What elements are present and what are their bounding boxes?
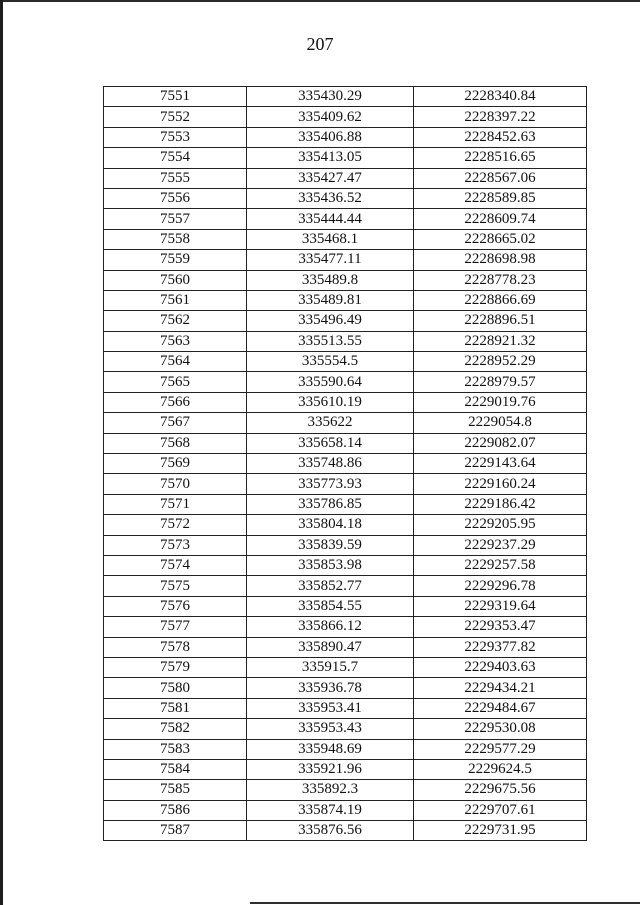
- table-row: [104, 657, 587, 677]
- point-number-cell: 7585: [104, 780, 247, 800]
- point-number-cell: 7562: [104, 311, 247, 331]
- point-number-cell: 7566: [104, 392, 247, 412]
- x-coordinate-cell: 335427.47: [247, 168, 414, 188]
- table-row: [104, 494, 587, 514]
- x-coordinate-cell: 335413.05: [247, 148, 414, 168]
- x-coordinate-cell: 335658.14: [247, 433, 414, 453]
- table-row: [104, 331, 587, 351]
- y-coordinate-cell: 2228979.57: [414, 372, 587, 392]
- table-row: [104, 535, 587, 555]
- y-coordinate-cell: 2229186.42: [414, 494, 587, 514]
- table-row: [104, 148, 587, 168]
- point-number-cell: 7568: [104, 433, 247, 453]
- point-number-cell: 7556: [104, 188, 247, 208]
- y-coordinate-cell: 2228778.23: [414, 270, 587, 290]
- point-number-cell: 7555: [104, 168, 247, 188]
- x-coordinate-cell: 335953.43: [247, 719, 414, 739]
- coordinates-table-body: [104, 87, 587, 841]
- table-row: [104, 637, 587, 657]
- x-coordinate-cell: 335853.98: [247, 555, 414, 575]
- x-coordinate-cell: 335513.55: [247, 331, 414, 351]
- table-row: [104, 372, 587, 392]
- y-coordinate-cell: 2228921.32: [414, 331, 587, 351]
- table-row: [104, 617, 587, 637]
- y-coordinate-cell: 2229377.82: [414, 637, 587, 657]
- table-row: [104, 678, 587, 698]
- x-coordinate-cell: 335890.47: [247, 637, 414, 657]
- point-number-cell: 7573: [104, 535, 247, 555]
- point-number-cell: 7564: [104, 352, 247, 372]
- y-coordinate-cell: 2229403.63: [414, 657, 587, 677]
- x-coordinate-cell: 335477.11: [247, 250, 414, 270]
- y-coordinate-cell: 2229205.95: [414, 515, 587, 535]
- point-number-cell: 7558: [104, 229, 247, 249]
- point-number-cell: 7579: [104, 657, 247, 677]
- point-number-cell: 7565: [104, 372, 247, 392]
- scan-edge-left: [0, 0, 3, 905]
- table-row: [104, 87, 587, 107]
- point-number-cell: 7575: [104, 576, 247, 596]
- y-coordinate-cell: 2229353.47: [414, 617, 587, 637]
- y-coordinate-cell: 2228866.69: [414, 290, 587, 310]
- y-coordinate-cell: 2228609.74: [414, 209, 587, 229]
- y-coordinate-cell: 2228516.65: [414, 148, 587, 168]
- point-number-cell: 7574: [104, 555, 247, 575]
- y-coordinate-cell: 2228665.02: [414, 229, 587, 249]
- x-coordinate-cell: 335496.49: [247, 311, 414, 331]
- y-coordinate-cell: 2229731.95: [414, 821, 587, 841]
- x-coordinate-cell: 335409.62: [247, 107, 414, 127]
- y-coordinate-cell: 2228567.06: [414, 168, 587, 188]
- table-row: [104, 515, 587, 535]
- point-number-cell: 7578: [104, 637, 247, 657]
- x-coordinate-cell: 335948.69: [247, 739, 414, 759]
- x-coordinate-cell: 335773.93: [247, 474, 414, 494]
- point-number-cell: 7571: [104, 494, 247, 514]
- point-number-cell: 7570: [104, 474, 247, 494]
- x-coordinate-cell: 335876.56: [247, 821, 414, 841]
- y-coordinate-cell: 2229237.29: [414, 535, 587, 555]
- point-number-cell: 7572: [104, 515, 247, 535]
- x-coordinate-cell: 335489.8: [247, 270, 414, 290]
- table-row: [104, 290, 587, 310]
- table-row: [104, 596, 587, 616]
- point-number-cell: 7580: [104, 678, 247, 698]
- point-number-cell: 7557: [104, 209, 247, 229]
- x-coordinate-cell: 335406.88: [247, 127, 414, 147]
- table-row: [104, 474, 587, 494]
- y-coordinate-cell: 2229484.67: [414, 698, 587, 718]
- x-coordinate-cell: 335953.41: [247, 698, 414, 718]
- x-coordinate-cell: 335748.86: [247, 454, 414, 474]
- table-row: [104, 576, 587, 596]
- scan-edge-bottom: [250, 902, 640, 904]
- point-number-cell: 7552: [104, 107, 247, 127]
- y-coordinate-cell: 2228452.63: [414, 127, 587, 147]
- y-coordinate-cell: 2229530.08: [414, 719, 587, 739]
- point-number-cell: 7560: [104, 270, 247, 290]
- point-number-cell: 7551: [104, 87, 247, 107]
- y-coordinate-cell: 2229160.24: [414, 474, 587, 494]
- y-coordinate-cell: 2229624.5: [414, 759, 587, 779]
- table-row: [104, 229, 587, 249]
- x-coordinate-cell: 335839.59: [247, 535, 414, 555]
- point-number-cell: 7554: [104, 148, 247, 168]
- x-coordinate-cell: 335610.19: [247, 392, 414, 412]
- point-number-cell: 7559: [104, 250, 247, 270]
- table-row: [104, 454, 587, 474]
- table-row: [104, 392, 587, 412]
- x-coordinate-cell: 335866.12: [247, 617, 414, 637]
- x-coordinate-cell: 335921.96: [247, 759, 414, 779]
- point-number-cell: 7583: [104, 739, 247, 759]
- x-coordinate-cell: 335874.19: [247, 800, 414, 820]
- x-coordinate-cell: 335804.18: [247, 515, 414, 535]
- point-number-cell: 7587: [104, 821, 247, 841]
- table-row: [104, 188, 587, 208]
- x-coordinate-cell: 335852.77: [247, 576, 414, 596]
- x-coordinate-cell: 335430.29: [247, 87, 414, 107]
- table-row: [104, 352, 587, 372]
- y-coordinate-cell: 2229675.56: [414, 780, 587, 800]
- y-coordinate-cell: 2228340.84: [414, 87, 587, 107]
- x-coordinate-cell: 335554.5: [247, 352, 414, 372]
- table-row: [104, 739, 587, 759]
- y-coordinate-cell: 2229577.29: [414, 739, 587, 759]
- table-row: [104, 209, 587, 229]
- scan-edge-top: [0, 0, 640, 2]
- point-number-cell: 7553: [104, 127, 247, 147]
- point-number-cell: 7563: [104, 331, 247, 351]
- y-coordinate-cell: 2229296.78: [414, 576, 587, 596]
- table-row: [104, 270, 587, 290]
- x-coordinate-cell: 335892.3: [247, 780, 414, 800]
- x-coordinate-cell: 335786.85: [247, 494, 414, 514]
- y-coordinate-cell: 2229707.61: [414, 800, 587, 820]
- table-row: [104, 413, 587, 433]
- point-number-cell: 7586: [104, 800, 247, 820]
- y-coordinate-cell: 2229143.64: [414, 454, 587, 474]
- coordinates-table: [103, 86, 587, 841]
- page-number: 207: [306, 34, 334, 54]
- x-coordinate-cell: 335854.55: [247, 596, 414, 616]
- y-coordinate-cell: 2229319.64: [414, 596, 587, 616]
- point-number-cell: 7576: [104, 596, 247, 616]
- x-coordinate-cell: 335590.64: [247, 372, 414, 392]
- table-row: [104, 780, 587, 800]
- table-row: [104, 107, 587, 127]
- x-coordinate-cell: 335444.44: [247, 209, 414, 229]
- table-row: [104, 250, 587, 270]
- table-row: [104, 800, 587, 820]
- x-coordinate-cell: 335489.81: [247, 290, 414, 310]
- x-coordinate-cell: 335468.1: [247, 229, 414, 249]
- y-coordinate-cell: 2228952.29: [414, 352, 587, 372]
- point-number-cell: 7581: [104, 698, 247, 718]
- table-row: [104, 168, 587, 188]
- point-number-cell: 7569: [104, 454, 247, 474]
- point-number-cell: 7584: [104, 759, 247, 779]
- table-row: [104, 759, 587, 779]
- table-row: [104, 698, 587, 718]
- table-row: [104, 719, 587, 739]
- y-coordinate-cell: 2229257.58: [414, 555, 587, 575]
- table-row: [104, 127, 587, 147]
- point-number-cell: 7577: [104, 617, 247, 637]
- table-row: [104, 821, 587, 841]
- x-coordinate-cell: 335436.52: [247, 188, 414, 208]
- x-coordinate-cell: 335936.78: [247, 678, 414, 698]
- y-coordinate-cell: 2229054.8: [414, 413, 587, 433]
- y-coordinate-cell: 2229019.76: [414, 392, 587, 412]
- table-row: [104, 433, 587, 453]
- y-coordinate-cell: 2228589.85: [414, 188, 587, 208]
- y-coordinate-cell: 2229434.21: [414, 678, 587, 698]
- table-row: [104, 311, 587, 331]
- x-coordinate-cell: 335622: [247, 413, 414, 433]
- point-number-cell: 7582: [104, 719, 247, 739]
- table-row: [104, 555, 587, 575]
- y-coordinate-cell: 2228896.51: [414, 311, 587, 331]
- point-number-cell: 7567: [104, 413, 247, 433]
- point-number-cell: 7561: [104, 290, 247, 310]
- y-coordinate-cell: 2228397.22: [414, 107, 587, 127]
- x-coordinate-cell: 335915.7: [247, 657, 414, 677]
- y-coordinate-cell: 2229082.07: [414, 433, 587, 453]
- y-coordinate-cell: 2228698.98: [414, 250, 587, 270]
